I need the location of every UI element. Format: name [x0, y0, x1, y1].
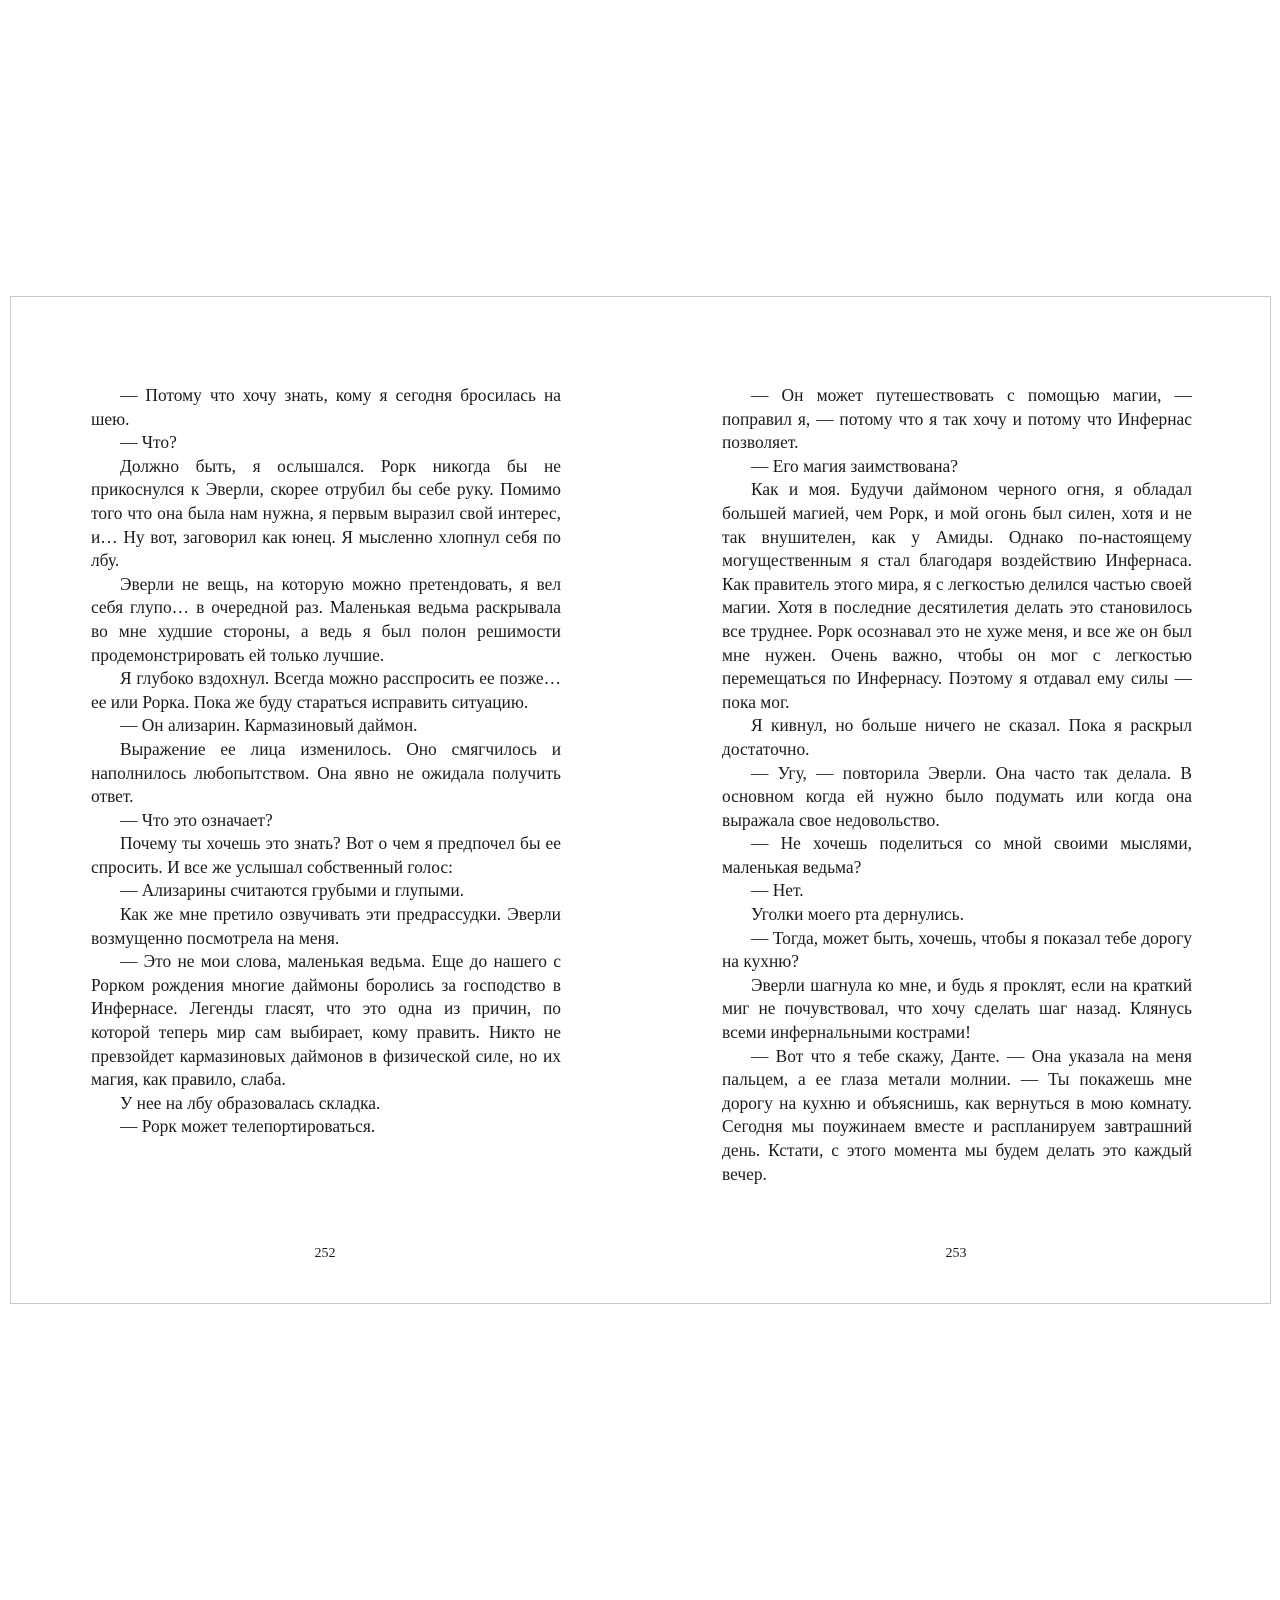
paragraph: — Это не мои слова, маленькая ведьма. Еще до нашего с Рорком рождения многие даймоны боролись за господство в Инфернасе. Легенды гласят, что это одна из причин, по которой теперь мир сам выбирает, кому править. Никто не превзойдет кармазиновых даймонов в физической силе, но их магия, как правило, слаба.: [91, 951, 561, 1090]
paragraph: — Что?: [120, 432, 177, 453]
paragraph: Эверли не вещь, на которую можно претендовать, я вел себя глупо… в очередной раз. Маленькая ведьма раскрывала во мне худшие стороны, а ведь я был полон решимости продемонстрировать ей только лучшие.: [91, 573, 561, 665]
paragraph: — Ализарины считаются грубыми и глупыми.: [120, 880, 464, 901]
paragraph: — Он может путешествовать с помощью магии, — поправил я, — потому что я так хочу и потому что Инфернас позволяет.: [722, 385, 1192, 453]
paragraph: Эверли шагнула ко мне, и будь я проклят, если на краткий миг не почувствовал, что хочу сделать шаг назад. Клянусь всеми инфернальными кострами!: [722, 974, 1192, 1043]
paragraph: — Он ализарин. Кармазиновый даймон.: [120, 715, 418, 736]
paragraph: — Вот что я тебе скажу, Данте. — Она указала на меня пальцем, а ее глаза метали молнии. — Ты покажешь мне дорогу на кухню и объяснишь, как вернуться в мою комнату. Сегодня мы поужинаем вместе и распланируем завтрашний день. Кстати, с этого момента мы будем делать это каждый вечер.: [722, 1045, 1192, 1184]
paragraph: Как и моя. Будучи даймоном черного огня, я обладал большей магией, чем Рорк, и мой огонь был силен, хотя и не так внушителен, как у Амиды. Однако по-настоящему могущественным я стал благодаря воздействию Инфернаса. Как правитель этого мира, я с легкостью делился частью своей магии. Хотя в последние десятилетия делать это становилось все труднее. Рорк осознавал это не хуже меня, и все же он был мне нужен. Очень важно, чтобы он мог с легкостью перемещаться по Инфернасу. Поэтому я отдавал ему силы — пока мог.: [722, 479, 1192, 712]
paragraph: Я глубоко вздохнул. Всегда можно расспросить ее позже… ее или Рорка. Пока же буду стараться исправить ситуацию.: [91, 668, 561, 712]
paragraph: Я кивнул, но больше ничего не сказал. Пока я раскрыл достаточно.: [722, 715, 1192, 759]
paragraph: Выражение ее лица изменилось. Оно смягчилось и наполнилось любопытством. Она явно не ожидала получить ответ.: [91, 738, 561, 807]
right-page: [722, 384, 1192, 1264]
right-page-text: [722, 384, 1192, 1186]
paragraph: — Рорк может телепортироваться.: [120, 1116, 376, 1137]
page-number-right: 253: [945, 1246, 967, 1261]
paragraph: Почему ты хочешь это знать? Вот о чем я предпочел бы ее спросить. И все же услышал собственный голос:: [91, 833, 561, 877]
left-page: [91, 384, 561, 1264]
paragraph: Должно быть, я ослышался. Рорк никогда бы не прикоснулся к Эверли, скорее отрубил бы себе руку. Помимо того что она была нам нужна, я первым выразил свой интерес, и… Ну вот, заговорил как юнец. Я мысленно хлопнул себя по лбу.: [91, 455, 561, 571]
paragraph: — Что это означает?: [120, 809, 273, 830]
paragraph: — Потому что хочу знать, кому я сегодня бросилась на шею.: [91, 385, 561, 429]
paragraph: — Нет.: [751, 880, 804, 901]
page-number-left: 252: [314, 1246, 336, 1261]
paragraph: Уголки моего рта дернулись.: [751, 904, 964, 925]
paragraph: — Угу, — повторила Эверли. Она часто так делала. В основном когда ей нужно было подумать или когда она выражала свое недовольство.: [722, 762, 1192, 830]
book-spread: [10, 296, 1271, 1304]
left-page-text: [91, 384, 561, 1139]
paragraph: — Не хочешь поделиться со мной своими мыслями, маленькая ведьма?: [722, 833, 1192, 877]
paragraph: — Тогда, может быть, хочешь, чтобы я показал тебе дорогу на кухню?: [722, 927, 1192, 972]
paragraph: У нее на лбу образовалась складка.: [120, 1092, 381, 1113]
paragraph: — Его магия заимствована?: [751, 455, 958, 476]
paragraph: Как же мне претило озвучивать эти предрассудки. Эверли возмущенно посмотрела на меня.: [91, 904, 561, 948]
